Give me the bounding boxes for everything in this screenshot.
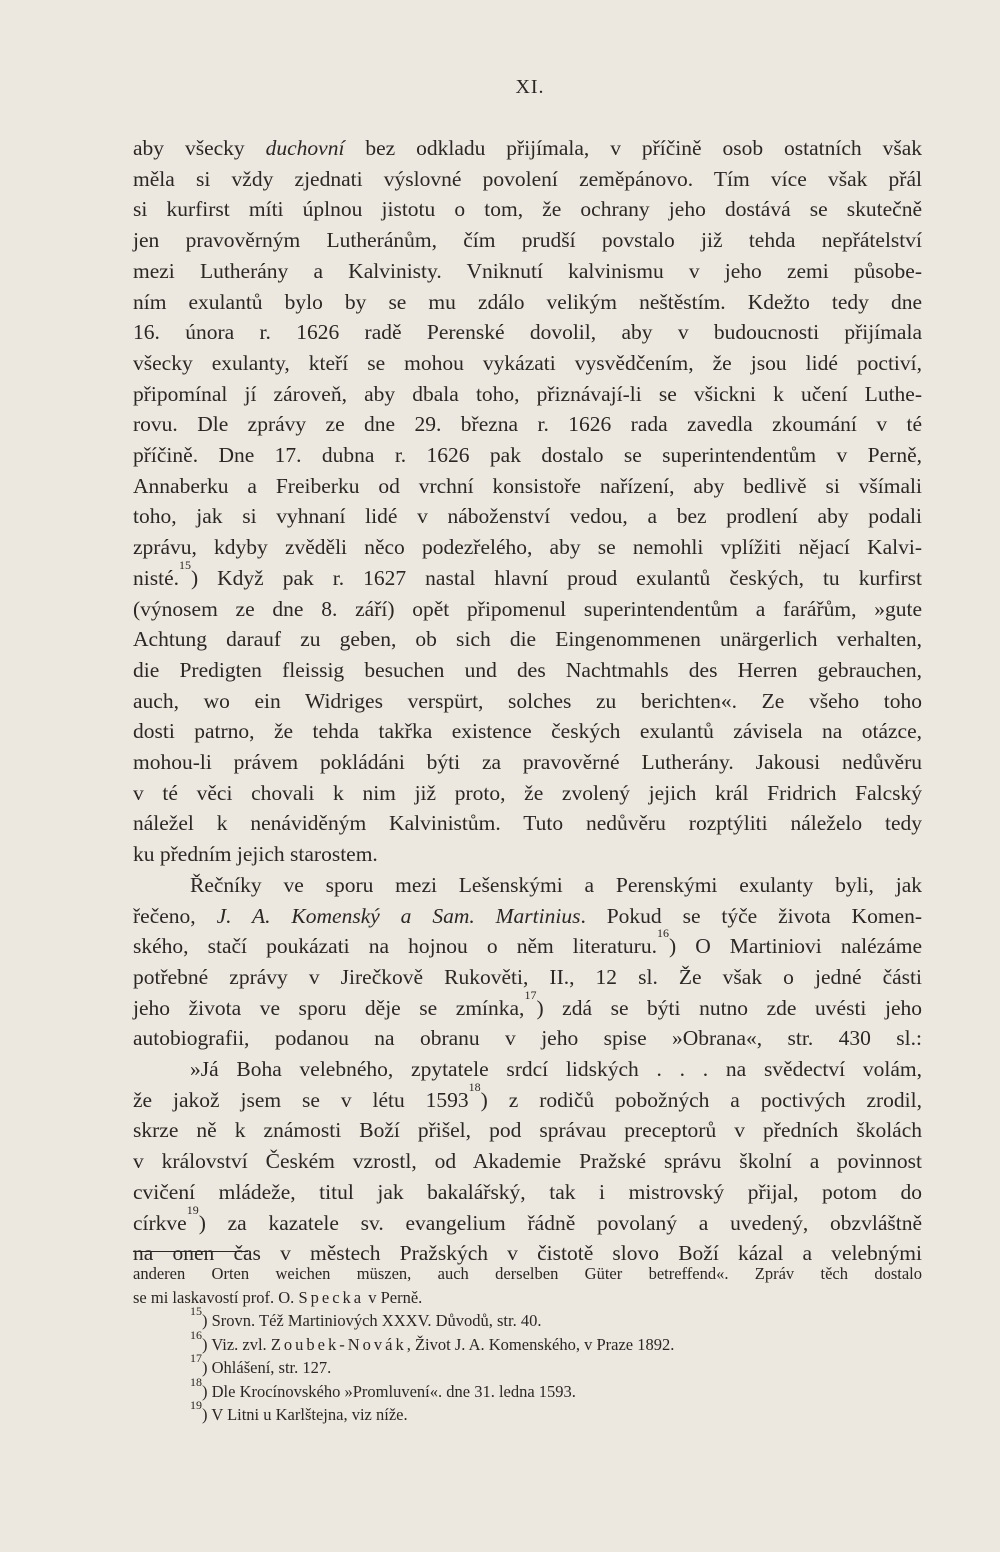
- text-line: mezi Lutherány a Kalvinisty. Vniknutí kalvinismu v jeho zemi působe-: [133, 258, 922, 283]
- footnote-line: $^{16}$) Viz. zvl. Zoubek-Novák, Život J. A. Komenského, v Praze 1892.: [190, 1327, 675, 1354]
- text-line: 16. února r. 1626 radě Perenské dovolil, aby v budoucnosti přijímala: [133, 320, 922, 345]
- text-line: v té věci chovali k nim již proto, že zvolený jejich král Fridrich Falcský: [133, 780, 922, 805]
- text-line: auch, wo ein Widriges verspürt, solches zu berichten«. Ze všeho toho: [133, 688, 922, 713]
- text-line: die Predigten fleissig besuchen und des Nachtmahls des Herren gebrauchen,: [133, 657, 922, 682]
- text-line: autobiografii, podanou na obranu v jeho spise »Obrana«, str. 430 sl.:: [133, 1026, 922, 1051]
- page-number: XI.: [515, 76, 545, 98]
- text-line: příčině. Dne 17. dubna r. 1626 pak dostalo se superintendentům v Perně,: [133, 443, 922, 467]
- text-line: dosti patrno, že tehda takřka existence českých exulantů závisela na otázce,: [133, 719, 922, 744]
- footnote-line: $^{19}$) V Litni u Karlštejna, viz níže.: [190, 1398, 408, 1424]
- text-line: skrze ně k známosti Boží přišel, pod správau preceptorů v předních školách: [133, 1118, 922, 1143]
- footnote-separator: [133, 1251, 248, 1252]
- text-line: toho, jak si vyhnaní lidé v náboženství vedou, a bez prodlení aby podali: [133, 504, 922, 529]
- text-line: (výnosem ze dne 8. září) opět připomenul superintendentům a farářům, »gute: [133, 596, 922, 621]
- text-line: v království Českém vzrostl, od Akademie Pražské správu školní a povinnost: [133, 1149, 922, 1174]
- footnote-line: $^{17}$) Ohlášení, str. 127.: [190, 1351, 332, 1377]
- text-line: Annaberku a Freiberku od vrchní konsistoře nařízení, aby bedlivě si všímali: [133, 473, 922, 498]
- text-line: řečeno, J. A. Komenský a Sam. Martinius. Pokud se týče života Komen-: [133, 903, 922, 928]
- text-line: cvičení mládeže, titul jak bakalářský, tak i mistrovský přijal, potom do: [133, 1179, 922, 1204]
- text-line: ku předním jejich starostem.: [133, 842, 378, 867]
- text-line: rovu. Dle zprávy ze dne 29. března r. 1626 rada zavedla zkoumání v té: [133, 412, 922, 437]
- text-line: potřebné zprávy v Jirečkově Rukověti, II., 12 sl. Že však o jedné části: [133, 964, 922, 989]
- text-line: aby všecky duchovní bez odkladu přijímala, v příčině osob ostatních však: [133, 136, 923, 160]
- text-line: všecky exulanty, kteří se mohou vykázati vysvědčením, že jsou lidé poctiví,: [133, 350, 922, 375]
- footnote-line: $^{18}$) Dle Krocínovského »Promluvení«. dne 31. ledna 1593.: [190, 1374, 576, 1401]
- text-line: ním exulantů bylo by se mu zdálo velikým neštěstím. Kdežto tedy dne: [133, 289, 922, 314]
- text-line: náležel k nenáviděným Kalvinistům. Tuto nedůvěru rozptýliti náleželo tedy: [133, 811, 922, 836]
- text-line: církve$^{19}$) za kazatele sv. evangelium řádně povolaný a uvedený, obzvláštně: [133, 1202, 922, 1235]
- text-line: jeho života ve sporu děje se zmínka,$^{17}$) zdá se býti nutno zde uvésti jeho: [133, 987, 922, 1020]
- text-line: si kurfirst míti úplnou jistotu o tom, že ochrany jeho dostává se skutečně: [133, 197, 922, 222]
- text-line: že jakož jsem se v létu 1593$^{18}$) z rodičů pobožných a poctivých zrodil,: [133, 1079, 922, 1112]
- text-line: jen pravověrným Lutheránům, čím prudší povstalo již tehda nepřátelství: [133, 228, 922, 253]
- text-line: Řečníky ve sporu mezi Lešenskými a Perenskými exulanty byli, jak: [190, 872, 922, 897]
- text-line: měla si vždy zjednati výslovné povolení zeměpánovo. Tím více však přál: [133, 166, 922, 191]
- text-line: mohou-li právem pokládáni býti za pravověrné Lutherány. Jakousi nedůvěru: [133, 750, 922, 774]
- footnote-line: se mi laskavostí prof. O. Specka v Perně.: [133, 1287, 423, 1307]
- text-line: »Já Boha velebného, zpytatele srdcí lidských . . . na svědectví volám,: [190, 1057, 922, 1081]
- footnote-line: $^{15}$) Srovn. Též Martiniových XXXV. Důvodů, str. 40.: [190, 1304, 542, 1330]
- text-line: na onen čas v městech Pražských v čistotě slovo Boží kázal a velebnými: [133, 1241, 922, 1266]
- text-line: nisté.$^{15}$) Když pak r. 1627 nastal hlavní proud exulantů českých, tu kurfirst: [133, 557, 922, 590]
- text-line: Achtung darauf zu geben, ob sich die Eingenommenen unärgerlich verhalten,: [133, 627, 922, 652]
- text-line: připomínal jí zároveň, aby dbala toho, přiznávají-li se všickni k učení Luthe-: [133, 381, 922, 406]
- footnote-line: anderen Orten weichen müszen, auch derselben Güter betreffend«. Zpráv těch dostalo: [133, 1264, 922, 1283]
- text-line: zprávu, kdyby zvěděli něco podezřelého, aby se nemohli vplížiti nějací Kalvi-: [133, 535, 922, 560]
- text-line: ského, stačí poukázati na hojnou o něm literaturu.$^{16}$) O Martiniovi nalézáme: [133, 926, 922, 959]
